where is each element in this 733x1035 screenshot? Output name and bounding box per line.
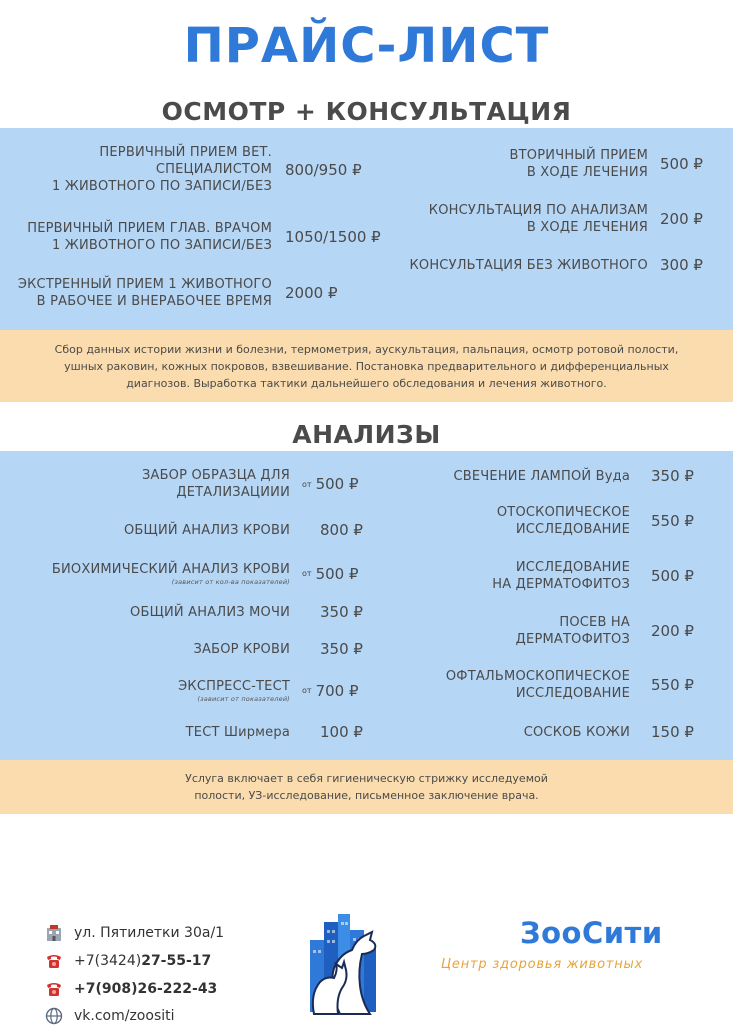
consult-row-label: КОНСУЛЬТАЦИЯ БЕЗ ЖИВОТНОГО [409,257,648,273]
from-prefix: от [302,479,312,489]
address-text: ул. Пятилетки 30а/1 [74,925,225,941]
analyses-row-label: ЭКСПРЕСС-ТЕСТ [178,679,290,694]
analyses-row-wood-lamp [380,467,694,485]
analyses-row-price: 550 ₽ [651,676,694,694]
analyses-row-price: 700 ₽ [315,681,359,700]
consult-row-price: 1050/1500 ₽ [285,228,381,246]
analyses-row-price: 500 ₽ [315,564,359,583]
consult-note-line: ушных раковин, кожных покровов, взвешивание. Постановка предварительного и дифференциальных [64,360,669,373]
analyses-row-label: ИССЛЕДОВАНИЕ [515,686,630,701]
analyses-row-label: ОФТАЛЬМОСКОПИЧЕСКОЕ [445,669,630,684]
consult-row-label: ЭКСТРЕННЫЙ ПРИЕМ 1 ЖИВОТНОГО [17,277,272,292]
consult-row-label: КОНСУЛЬТАЦИЯ ПО АНАЛИЗАМ [428,203,648,218]
analyses-row-label: ДЕТАЛИЗАЦИИИ [176,485,290,500]
analyses-row-label: ОБЩИЙ АНАЛИЗ КРОВИ [123,522,290,538]
analyses-row-biochem [0,561,359,586]
analyses-note-band [0,760,733,814]
consult-row-price: 2000 ₽ [285,284,338,302]
section-title-analyses: АНАЛИЗЫ [292,420,441,449]
section-title-consult: ОСМОТР + КОНСУЛЬТАЦИЯ [161,97,572,126]
analyses-row-label: ЗАБОР ОБРАЗЦА ДЛЯ [141,468,290,483]
consult-row-emergency [0,276,338,310]
consult-row-label: 1 ЖИВОТНОГО ПО ЗАПИСИ/БЕЗ [51,179,272,194]
analyses-row-schirmer [0,723,363,741]
consult-row-price: 800/950 ₽ [285,160,362,179]
phone-number: 27-55-17 [141,953,212,969]
footer-vk[interactable] [44,1007,175,1025]
analyses-row-price: 150 ₽ [651,723,694,741]
consult-row-label: ВТОРИЧНЫЙ ПРИЕМ [509,148,648,163]
consult-row-primary-chief [0,220,381,254]
consult-note-line: диагнозов. Выработка тактики дальнейшего обследования и лечения животного. [126,377,607,390]
analyses-row-label: ДЕРМАТОФИТОЗ [515,632,630,647]
footer-address [44,924,224,942]
consult-row-no-animal [380,256,703,274]
consult-row-label: ПЕРВИЧНЫЙ ПРИЕМ ГЛАВ. ВРАЧОМ [27,221,272,236]
consult-price-band [0,128,733,330]
consult-note [40,341,693,392]
analyses-note [40,770,693,804]
analyses-row-label: ЗАБОР КРОВИ [193,641,290,657]
analyses-row-culture [380,614,694,648]
consult-row-secondary [380,147,703,181]
analyses-row-label: СВЕЧЕНИЕ ЛАМПОЙ Вуда [453,468,630,484]
telephone-icon [44,980,64,998]
consult-row-analysis-consult [380,202,703,236]
city-dog-cat-logo [300,910,392,1020]
analyses-row-label: ОБЩИЙ АНАЛИЗ МОЧИ [130,604,290,620]
telephone-icon [44,952,64,970]
analyses-row-label: ТЕСТ Ширмера [185,724,290,740]
consult-note-band [0,330,733,402]
analyses-row-sublabel: (зависит от показателей) [197,695,290,703]
analyses-row-otoscopy [380,504,694,538]
consult-row-label: В ХОДЕ ЛЕЧЕНИЯ [526,165,648,180]
analyses-row-price: 500 ₽ [315,475,359,493]
brand-slogan: Центр здоровья животных [441,957,644,972]
page-title: ПРАЙС-ЛИСТ [183,18,550,74]
analyses-row-price: 350 ₽ [651,467,694,485]
analyses-row-urine [0,603,363,621]
analyses-row-blood-draw [0,640,363,658]
consult-row-label: 1 ЖИВОТНОГО ПО ЗАПИСИ/БЕЗ [51,238,272,253]
consult-row-price: 200 ₽ [660,210,703,228]
globe-icon [44,1007,64,1025]
analyses-row-dermatophytosis [380,559,694,593]
consult-row-label: ПЕРВИЧНЫЙ ПРИЕМ ВЕТ. [99,145,272,160]
consult-row-primary-vet [0,144,362,195]
analyses-row-price: 100 ₽ [320,723,363,741]
analyses-row-label: ОТОСКОПИЧЕСКОЕ [496,505,630,520]
consult-row-label: В РАБОЧЕЕ И ВНЕРАБОЧЕЕ ВРЕМЯ [36,294,272,309]
brand-name: ЗооСити [520,916,663,950]
analyses-price-band [0,451,733,760]
analyses-row-blood-general [0,521,363,539]
analyses-row-ophthalmoscopy [380,668,694,702]
analyses-row-label: ИССЛЕДОВАНИЕ [515,522,630,537]
analyses-note-line: полости, УЗ-исследование, письменное заключение врача. [194,789,539,802]
analyses-row-price: 200 ₽ [651,622,694,640]
building-icon [44,924,64,942]
analyses-row-express [0,678,359,703]
consult-row-price: 300 ₽ [660,256,703,274]
analyses-row-label: БИОХИМИЧЕСКИЙ АНАЛИЗ КРОВИ [51,562,290,577]
footer-phone-2[interactable] [44,980,217,998]
consult-note-line: Сбор данных истории жизни и болезни, термометрия, аускультация, пальпация, осмотр ротовой полости, [54,343,679,356]
analyses-row-price: 350 ₽ [320,640,363,658]
analyses-row-price: 550 ₽ [651,512,694,530]
consult-row-label: СПЕЦИАЛИСТОМ [155,162,272,177]
analyses-note-line: Услуга включает в себя гигиеническую стрижку исследуемой [185,772,548,785]
analyses-row-label: ПОСЕВ НА [559,615,630,630]
consult-row-label: В ХОДЕ ЛЕЧЕНИЯ [526,220,648,235]
analyses-row-sublabel: (зависит от кол-ва показателей) [171,578,290,586]
analyses-row-label: ИССЛЕДОВАНИЕ [515,560,630,575]
analyses-row-price: 350 ₽ [320,603,363,621]
vk-link: vk.com/zoositi [74,1008,175,1024]
analyses-row-label: СОСКОБ КОЖИ [523,724,630,740]
consult-row-price: 500 ₽ [660,155,703,173]
analyses-row-label: НА ДЕРМАТОФИТОЗ [492,577,630,592]
from-prefix: от [302,686,312,695]
phone-prefix: +7(3424) [74,953,142,969]
analyses-row-price: 500 ₽ [651,567,694,585]
from-prefix: от [302,569,312,578]
footer-phone-1[interactable] [44,952,211,970]
analyses-row-sample [0,467,359,501]
phone-number: +7(908)26-222-43 [74,981,218,997]
analyses-row-skin-scraping [380,723,694,741]
analyses-row-price: 800 ₽ [320,521,363,539]
